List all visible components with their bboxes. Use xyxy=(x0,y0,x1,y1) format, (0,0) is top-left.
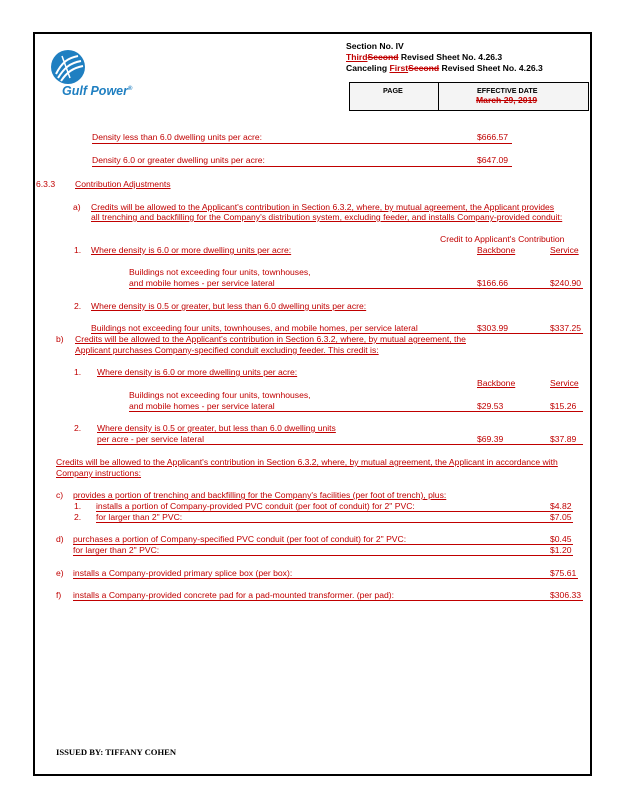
row-b3-text-1: Buildings not exceeding four units, townhouses, xyxy=(129,390,311,400)
col-service-header-2: Service xyxy=(550,378,579,388)
gulf-power-logo-icon xyxy=(48,48,88,86)
density-greater-value: $647.09 xyxy=(477,155,509,165)
row-b1-backbone: $166.66 xyxy=(477,278,509,288)
page-label: PAGE xyxy=(383,86,403,95)
row-bn2-backbone: $69.39 xyxy=(477,434,504,444)
page-date-box xyxy=(349,82,589,111)
revised-sheet: ThirdSecond Revised Sheet No. 4.26.3 xyxy=(346,52,503,62)
item-c2-value: $7.05 xyxy=(550,512,572,522)
item-bn2-text-1: Where density is 0.5 or greater, but less than 6.0 dwelling units xyxy=(97,423,336,433)
item-b-text-2: Applicant purchases Company-specified conduit excluding feeder. This credit is: xyxy=(75,345,379,355)
item-f-label: f) xyxy=(56,590,62,600)
item-b1-text: Where density is 6.0 or more dwelling units per acre: xyxy=(97,367,298,377)
item-b-label: b) xyxy=(56,334,64,344)
item-a-text-2: all trenching and backfilling for the Company's distribution system, excluding feeder, and installs Company-provided conduit: xyxy=(91,212,563,222)
row-b1-text-1: Buildings not exceeding four units, townhouses, xyxy=(129,267,311,277)
density-greater-label: Density 6.0 or greater dwelling units per acre: xyxy=(92,155,265,165)
item-c2-text: for larger than 2" PVC: xyxy=(96,512,183,522)
col-service-header: Service xyxy=(550,245,579,255)
item-b-text-1: Credits will be allowed to the Applicant's contribution in Section 6.3.2, where, by mutual agreement, the xyxy=(75,334,466,344)
item-a-label: a) xyxy=(73,202,81,212)
row-b3-text-2: and mobile homes - per service lateral xyxy=(129,401,275,411)
item-e-label: e) xyxy=(56,568,64,578)
row-b1-service: $240.90 xyxy=(550,278,582,288)
item-f-text: installs a Company-provided concrete pad for a pad-mounted transformer. (per pad): xyxy=(73,590,394,600)
item-d-text-2: for larger than 2" PVC: xyxy=(73,545,160,555)
item-a2-label: 2. xyxy=(74,301,82,311)
brand-name: Gulf Power® xyxy=(62,84,133,98)
item-e-text: installs a Company-provided primary splice box (per box): xyxy=(73,568,293,578)
item-e-value: $75.61 xyxy=(550,568,577,578)
issued-by: ISSUED BY: TIFFANY COHEN xyxy=(56,747,177,757)
item-a1-text: Where density is 6.0 or more dwelling units per acre: xyxy=(91,245,292,255)
item-d-value-1: $0.45 xyxy=(550,534,572,544)
row-b2-service: $337.25 xyxy=(550,323,582,333)
item-c-label: c) xyxy=(56,490,64,500)
section-6-3-3-number: 6.3.3 xyxy=(36,179,56,189)
item-d-value-2: $1.20 xyxy=(550,545,572,555)
item-a-text-1: Credits will be allowed to the Applicant's contribution in Section 6.3.2, where, by mutual agreement, the Applicant provides xyxy=(91,202,555,212)
item-c1-value: $4.82 xyxy=(550,501,572,511)
credits-text-2: Company instructions: xyxy=(56,468,142,478)
canceling-sheet: Canceling FirstSecond Revised Sheet No. 4.26.3 xyxy=(346,63,543,73)
item-b1-label: 1. xyxy=(74,367,82,377)
credit-header: Credit to Applicant's Contribution xyxy=(440,234,565,244)
row-b1-text-2: and mobile homes - per service lateral xyxy=(129,278,275,288)
item-a1-label: 1. xyxy=(74,245,82,255)
effective-date-label: EFFECTIVE DATE xyxy=(477,86,538,95)
row-bn2-service: $37.89 xyxy=(550,434,577,444)
item-bn2-label: 2. xyxy=(74,423,82,433)
col-backbone-header: Backbone xyxy=(477,245,516,255)
item-c1-text: installs a portion of Company-provided PVC conduit (per foot of conduit) for 2" PVC: xyxy=(96,501,415,511)
item-f-value: $306.33 xyxy=(550,590,582,600)
credits-text-1: Credits will be allowed to the Applicant's contribution in Section 6.3.2, where, by mutual agreement, the Applicant in accordance with xyxy=(56,457,558,467)
effective-date: March 29, 2019 xyxy=(476,95,538,105)
row-b2-text: Buildings not exceeding four units, townhouses, and mobile homes, per service lateral xyxy=(91,323,418,333)
density-less-label: Density less than 6.0 dwelling units per acre: xyxy=(92,132,263,142)
item-a2-text: Where density is 0.5 or greater, but less than 6.0 dwelling units per acre: xyxy=(91,301,367,311)
item-d-text-1: purchases a portion of Company-specified PVC conduit (per foot of conduit) for 2" PVC: xyxy=(73,534,407,544)
section-number: Section No. IV xyxy=(346,41,404,51)
item-c1-label: 1. xyxy=(74,501,82,511)
item-d-label: d) xyxy=(56,534,64,544)
item-bn2-text-2: per acre - per service lateral xyxy=(97,434,204,444)
row-b2-backbone: $303.99 xyxy=(477,323,509,333)
col-backbone-header-2: Backbone xyxy=(477,378,516,388)
row-b3-service: $15.26 xyxy=(550,401,577,411)
sheet-header xyxy=(346,41,543,74)
item-c2-label: 2. xyxy=(74,512,82,522)
section-6-3-3-title: Contribution Adjustments xyxy=(75,179,171,189)
density-less-value: $666.57 xyxy=(477,132,509,142)
row-b3-backbone: $29.53 xyxy=(477,401,504,411)
item-c-text: provides a portion of trenching and backfilling for the Company's facilities (per foot of trench), plus: xyxy=(73,490,447,500)
